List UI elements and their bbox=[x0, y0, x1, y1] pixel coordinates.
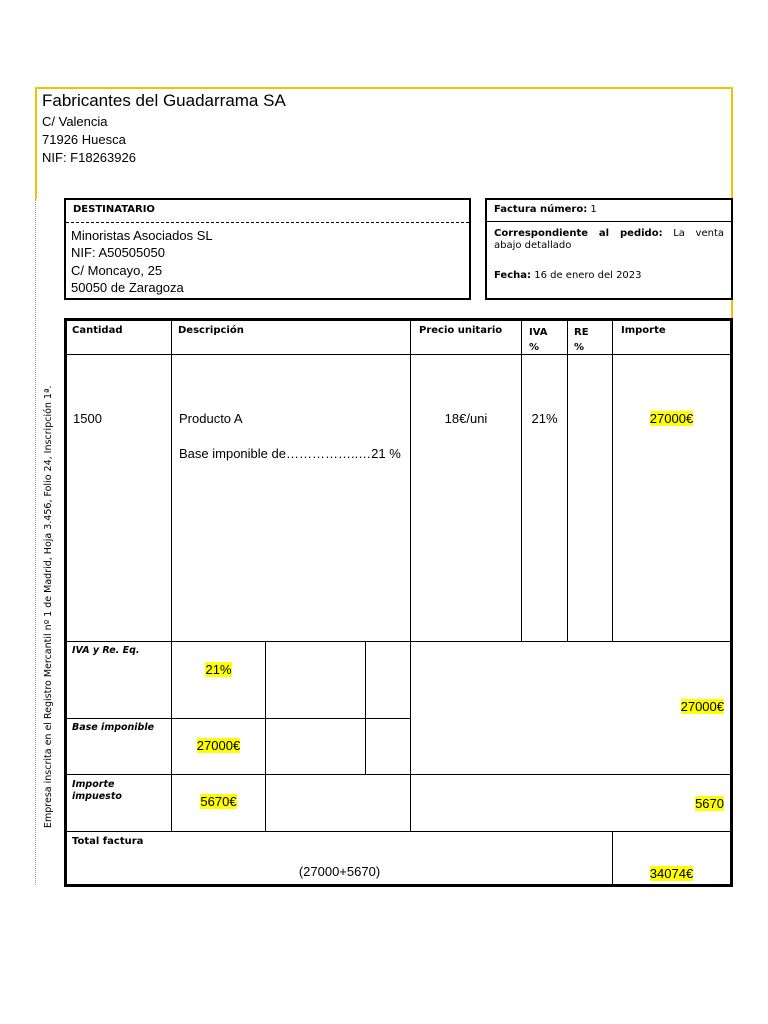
recipient-street: C/ Moncayo, 25 bbox=[71, 263, 163, 278]
issuer-nif: NIF: F18263926 bbox=[42, 150, 136, 165]
td-iva bbox=[521, 354, 568, 642]
invoice-date-label: Fecha: bbox=[494, 270, 532, 281]
sum-base-empty-2 bbox=[365, 718, 411, 775]
th-amount bbox=[612, 320, 731, 355]
sum-right-base-wrap bbox=[681, 699, 724, 714]
sum-iva-value: 21% bbox=[205, 662, 232, 677]
sum-right-tax-cell bbox=[410, 774, 731, 832]
th-desc bbox=[171, 320, 411, 355]
item-iva: 21% bbox=[531, 411, 558, 426]
sum-right-tax: 5670 bbox=[695, 796, 724, 811]
td-qty bbox=[66, 354, 172, 642]
th-qty bbox=[66, 320, 172, 355]
sum-tax-label: Importe impuesto bbox=[72, 779, 122, 802]
sum-iva-label: IVA y Re. Eq. bbox=[72, 645, 140, 656]
th-iva bbox=[521, 320, 568, 355]
th-re bbox=[567, 320, 613, 355]
recipient-label: DESTINATARIO bbox=[73, 204, 155, 215]
invoice-number-label: Factura número: bbox=[494, 204, 588, 215]
th-desc-label: Descripción bbox=[178, 325, 244, 336]
sum-base-value-cell bbox=[171, 718, 266, 775]
invoice-number-line bbox=[494, 204, 597, 215]
invoice-date-line bbox=[494, 270, 642, 281]
td-desc bbox=[171, 354, 411, 642]
recipient-name: Minoristas Asociados SL bbox=[71, 228, 213, 243]
invoice-order-label: Correspondiente al pedido: bbox=[494, 228, 663, 239]
th-price bbox=[410, 320, 522, 355]
sum-iva-empty-1 bbox=[265, 641, 366, 719]
sum-right-base: 27000€ bbox=[680, 699, 724, 714]
invoice-info-box bbox=[485, 198, 733, 300]
recipient-divider bbox=[66, 222, 469, 223]
sum-right-base-cell bbox=[410, 641, 731, 775]
sum-tax-value-wrap bbox=[172, 794, 265, 809]
item-amount: 27000€ bbox=[649, 411, 694, 426]
registry-note: Empresa inscrita en el Registro Mercantil nº 1 de Madrid, Hoja 3.456, Folio 24, Inscripción 1ª. bbox=[43, 385, 54, 828]
item-amount-wrap bbox=[613, 411, 730, 426]
total-value-cell bbox=[612, 831, 731, 885]
item-desc: Producto A bbox=[179, 411, 243, 426]
invoice-divider bbox=[487, 221, 731, 222]
th-iva-label: IVA % bbox=[529, 327, 548, 353]
sum-tax-value: 5670€ bbox=[200, 794, 237, 809]
invoice-number: 1 bbox=[590, 204, 597, 215]
item-qty: 1500 bbox=[73, 411, 102, 426]
sum-base-value-wrap bbox=[172, 738, 265, 753]
total-label-cell bbox=[66, 831, 613, 885]
sum-iva-value-cell bbox=[171, 641, 266, 719]
sum-tax-empty bbox=[265, 774, 411, 832]
invoice-date: 16 de enero del 2023 bbox=[534, 270, 642, 281]
sum-tax-label-cell bbox=[66, 774, 172, 832]
td-re bbox=[567, 354, 613, 642]
sum-base-value: 27000€ bbox=[196, 738, 241, 753]
total-label: Total factura bbox=[72, 836, 144, 847]
issuer-street: C/ Valencia bbox=[42, 114, 108, 129]
th-re-label: RE % bbox=[574, 327, 589, 353]
recipient-city: 50050 de Zaragoza bbox=[71, 280, 184, 295]
invoice-order-text: La venta abajo detallado bbox=[494, 228, 724, 251]
total-value-wrap bbox=[613, 866, 730, 881]
issuer-city: 71926 Huesca bbox=[42, 132, 126, 147]
th-price-label: Precio unitario bbox=[419, 325, 503, 336]
sum-tax-value-cell bbox=[171, 774, 266, 832]
total-value: 34074€ bbox=[649, 866, 694, 881]
th-amount-label: Importe bbox=[621, 325, 666, 336]
sum-iva-label-cell bbox=[66, 641, 172, 719]
td-amount bbox=[612, 354, 731, 642]
item-desc-note: Base imponible de……………..…21 % bbox=[179, 446, 401, 461]
frame-left-border bbox=[35, 199, 36, 885]
sum-base-empty-1 bbox=[265, 718, 366, 775]
recipient-box bbox=[64, 198, 471, 300]
sum-right-tax-wrap bbox=[695, 796, 724, 811]
th-qty-label: Cantidad bbox=[72, 325, 123, 336]
total-formula: (27000+5670) bbox=[298, 864, 381, 879]
recipient-nif: NIF: A50505050 bbox=[71, 245, 165, 260]
issuer-name: Fabricantes del Guadarrama SA bbox=[42, 91, 286, 110]
sum-base-label-cell bbox=[66, 718, 172, 775]
sum-iva-value-wrap bbox=[172, 662, 265, 677]
sum-base-label: Base imponible bbox=[72, 722, 155, 733]
item-price: 18€/uni bbox=[444, 411, 488, 426]
td-price bbox=[410, 354, 522, 642]
invoice-order bbox=[494, 228, 724, 252]
sum-iva-empty-2 bbox=[365, 641, 411, 719]
